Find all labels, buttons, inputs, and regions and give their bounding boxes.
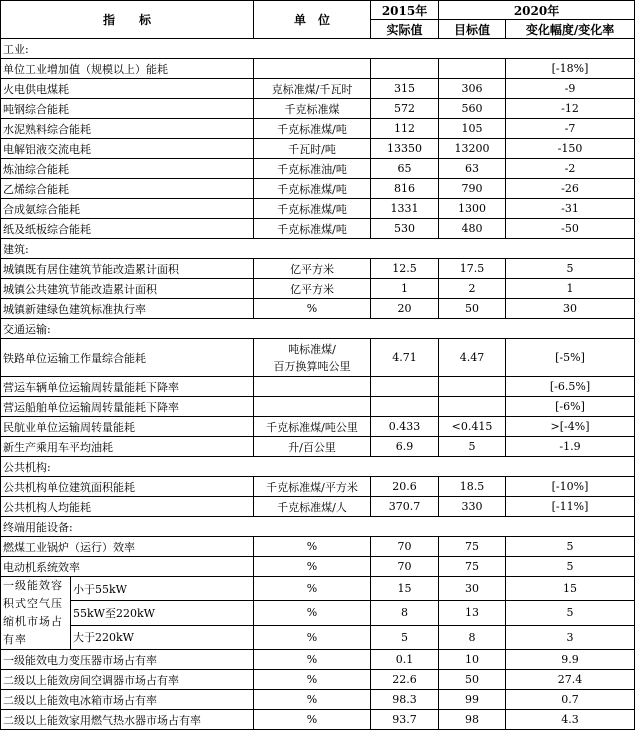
change-2020: [-5%] (506, 339, 635, 377)
unit-cell: % (254, 299, 371, 319)
indicator-name: 炼油综合能耗 (1, 159, 254, 179)
target-2020: 98 (439, 710, 506, 730)
actual-2015: 70 (371, 537, 439, 557)
header-target: 目标值 (439, 20, 506, 39)
table-row (1, 477, 635, 497)
compressor-group-label: 一级能效容积式空气压缩机市场占有率 (1, 577, 71, 650)
actual-2015: 530 (371, 219, 439, 239)
indicator-name: 合成氨综合能耗 (1, 199, 254, 219)
target-2020: 306 (439, 79, 506, 99)
indicator-name: 电动机系统效率 (1, 557, 254, 577)
target-2020 (439, 59, 506, 79)
table-row (1, 259, 635, 279)
actual-2015: 12.5 (371, 259, 439, 279)
table-row (1, 377, 635, 397)
unit-line-2: 百万换算吨公里 (273, 359, 351, 373)
indicator-name: 二级以上能效家用燃气热水器市场占有率 (1, 710, 254, 730)
unit-cell: % (254, 537, 371, 557)
unit-cell: % (254, 557, 371, 577)
unit-cell (254, 377, 371, 397)
change-2020: 1 (506, 279, 635, 299)
indicator-name: 纸及纸板综合能耗 (1, 219, 254, 239)
indicator-name: 二级以上能效房间空调器市场占有率 (1, 670, 254, 690)
unit-cell: 千克标准油/吨 (254, 159, 371, 179)
actual-2015: 8 (371, 601, 439, 625)
target-2020: 4.47 (439, 339, 506, 377)
target-2020: <0.415 (439, 417, 506, 437)
indicator-name: 一级能效电力变压器市场占有率 (1, 650, 254, 670)
change-2020: -12 (506, 99, 635, 119)
actual-2015: 315 (371, 79, 439, 99)
target-2020: 75 (439, 537, 506, 557)
section-row (1, 517, 635, 537)
change-2020: >[-4%] (506, 417, 635, 437)
table-row (1, 397, 635, 417)
unit-cell: % (254, 577, 371, 601)
target-2020 (439, 377, 506, 397)
indicator-name: 二级以上能效电冰箱市场占有率 (1, 690, 254, 710)
actual-2015: 112 (371, 119, 439, 139)
indicator-name: 公共机构人均能耗 (1, 497, 254, 517)
unit-cell: 千克标准煤/平方米 (254, 477, 371, 497)
target-2020: 13200 (439, 139, 506, 159)
indicator-name: 公共机构单位建筑面积能耗 (1, 477, 254, 497)
table-row (1, 670, 635, 690)
unit-cell: % (254, 710, 371, 730)
table-row (1, 650, 635, 670)
table-row (1, 497, 635, 517)
indicator-name: 城镇公共建筑节能改造累计面积 (1, 279, 254, 299)
indicator-name: 电解铝液交流电耗 (1, 139, 254, 159)
change-2020: -2 (506, 159, 635, 179)
target-2020: 8 (439, 625, 506, 649)
indicator-name: 燃煤工业锅炉（运行）效率 (1, 537, 254, 557)
header-actual: 实际值 (371, 20, 439, 39)
section-label: 终端用能设备: (1, 517, 635, 537)
indicator-name: 城镇既有居住建筑节能改造累计面积 (1, 259, 254, 279)
change-2020: -50 (506, 219, 635, 239)
actual-2015: 0.433 (371, 417, 439, 437)
actual-2015: 93.7 (371, 710, 439, 730)
indicator-name: 城镇新建绿色建筑标准执行率 (1, 299, 254, 319)
change-2020: -26 (506, 179, 635, 199)
change-2020: 3 (506, 625, 635, 649)
table-row (1, 79, 635, 99)
unit-cell (254, 397, 371, 417)
target-2020 (439, 397, 506, 417)
indicator-name: 新生产乘用车平均油耗 (1, 437, 254, 457)
target-2020: 2 (439, 279, 506, 299)
target-2020: 50 (439, 299, 506, 319)
actual-2015: 0.1 (371, 650, 439, 670)
change-2020: 15 (506, 577, 635, 601)
actual-2015: 1331 (371, 199, 439, 219)
table-row (1, 557, 635, 577)
table-row (1, 577, 635, 601)
compressor-size: 55kW至220kW (71, 601, 254, 625)
table-row (1, 537, 635, 557)
target-2020: 63 (439, 159, 506, 179)
target-2020: 790 (439, 179, 506, 199)
table-row (1, 601, 635, 625)
indicator-name: 吨钢综合能耗 (1, 99, 254, 119)
change-2020: [-10%] (506, 477, 635, 497)
table-row (1, 59, 635, 79)
table-row (1, 437, 635, 457)
section-label: 交通运输: (1, 319, 635, 339)
unit-cell (254, 339, 371, 377)
indicator-name: 铁路单位运输工作量综合能耗 (1, 339, 254, 377)
unit-cell: 千瓦时/吨 (254, 139, 371, 159)
table-row (1, 625, 635, 649)
change-2020: -1.9 (506, 437, 635, 457)
unit-cell: 千克标准煤/吨 (254, 219, 371, 239)
table-row (1, 119, 635, 139)
table-row (1, 299, 635, 319)
change-2020: 5 (506, 537, 635, 557)
indicator-name: 营运车辆单位运输周转量能耗下降率 (1, 377, 254, 397)
unit-cell: 千克标准煤/吨 (254, 119, 371, 139)
actual-2015: 70 (371, 557, 439, 577)
table-row (1, 159, 635, 179)
header-row-1 (1, 1, 635, 20)
unit-cell (254, 59, 371, 79)
actual-2015: 5 (371, 625, 439, 649)
change-2020: 27.4 (506, 670, 635, 690)
change-2020: [-6%] (506, 397, 635, 417)
section-label: 建筑: (1, 239, 635, 259)
table-row (1, 99, 635, 119)
target-2020: 50 (439, 670, 506, 690)
change-2020: 9.9 (506, 650, 635, 670)
change-2020: -150 (506, 139, 635, 159)
unit-cell: 亿平方米 (254, 279, 371, 299)
change-2020: 0.7 (506, 690, 635, 710)
change-2020: 30 (506, 299, 635, 319)
actual-2015: 20.6 (371, 477, 439, 497)
indicator-name: 民航业单位运输周转量能耗 (1, 417, 254, 437)
target-2020: 560 (439, 99, 506, 119)
unit-cell: % (254, 625, 371, 649)
table-row (1, 710, 635, 730)
section-row (1, 319, 635, 339)
section-row (1, 39, 635, 59)
unit-cell: 千克标准煤/吨公里 (254, 417, 371, 437)
change-2020: 5 (506, 601, 635, 625)
unit-cell: 千克标准煤 (254, 99, 371, 119)
indicator-name: 单位工业增加值（规模以上）能耗 (1, 59, 254, 79)
actual-2015: 370.7 (371, 497, 439, 517)
unit-line-1: 吨标准煤/ (288, 342, 336, 356)
target-2020: 17.5 (439, 259, 506, 279)
actual-2015 (371, 59, 439, 79)
change-2020: -7 (506, 119, 635, 139)
actual-2015 (371, 397, 439, 417)
actual-2015: 13350 (371, 139, 439, 159)
actual-2015: 65 (371, 159, 439, 179)
target-2020: 1300 (439, 199, 506, 219)
target-2020: 10 (439, 650, 506, 670)
unit-cell: % (254, 690, 371, 710)
actual-2015: 98.3 (371, 690, 439, 710)
change-2020: -31 (506, 199, 635, 219)
header-indicator: 指 标 (1, 1, 254, 39)
actual-2015: 572 (371, 99, 439, 119)
target-2020: 330 (439, 497, 506, 517)
indicator-name: 营运船舶单位运输周转量能耗下降率 (1, 397, 254, 417)
actual-2015: 4.71 (371, 339, 439, 377)
target-2020: 13 (439, 601, 506, 625)
table-row (1, 179, 635, 199)
table-row (1, 219, 635, 239)
table-row (1, 417, 635, 437)
target-2020: 18.5 (439, 477, 506, 497)
change-2020: [-18%] (506, 59, 635, 79)
indicator-name: 乙烯综合能耗 (1, 179, 254, 199)
header-2020: 2020年 (439, 1, 635, 20)
compressor-size: 小于55kW (71, 577, 254, 601)
actual-2015: 20 (371, 299, 439, 319)
change-2020: 5 (506, 259, 635, 279)
compressor-size: 大于220kW (71, 625, 254, 649)
change-2020: 4.3 (506, 710, 635, 730)
table-row (1, 139, 635, 159)
header-2015: 2015年 (371, 1, 439, 20)
change-2020: [-6.5%] (506, 377, 635, 397)
actual-2015: 15 (371, 577, 439, 601)
unit-cell: 千克标准煤/吨 (254, 179, 371, 199)
actual-2015: 6.9 (371, 437, 439, 457)
actual-2015: 22.6 (371, 670, 439, 690)
target-2020: 75 (439, 557, 506, 577)
target-2020: 30 (439, 577, 506, 601)
actual-2015: 816 (371, 179, 439, 199)
section-row (1, 457, 635, 477)
table-row (1, 690, 635, 710)
section-row (1, 239, 635, 259)
table-body (1, 39, 635, 730)
actual-2015: 1 (371, 279, 439, 299)
section-label: 公共机构: (1, 457, 635, 477)
unit-cell: 千克标准煤/吨 (254, 199, 371, 219)
unit-cell: 千克标准煤/人 (254, 497, 371, 517)
unit-cell: % (254, 650, 371, 670)
change-2020: 5 (506, 557, 635, 577)
unit-cell: 升/百公里 (254, 437, 371, 457)
target-2020: 5 (439, 437, 506, 457)
section-label: 工业: (1, 39, 635, 59)
header-change: 变化幅度/变化率 (506, 20, 635, 39)
target-2020: 99 (439, 690, 506, 710)
change-2020: -9 (506, 79, 635, 99)
change-2020: [-11%] (506, 497, 635, 517)
indicator-name: 水泥熟料综合能耗 (1, 119, 254, 139)
actual-2015 (371, 377, 439, 397)
unit-cell: 亿平方米 (254, 259, 371, 279)
table-row (1, 279, 635, 299)
table-row (1, 339, 635, 377)
unit-cell: % (254, 670, 371, 690)
target-2020: 105 (439, 119, 506, 139)
unit-cell: % (254, 601, 371, 625)
header-unit: 单 位 (254, 1, 371, 39)
target-2020: 480 (439, 219, 506, 239)
unit-cell: 克标准煤/千瓦时 (254, 79, 371, 99)
indicator-name: 火电供电煤耗 (1, 79, 254, 99)
table-row (1, 199, 635, 219)
